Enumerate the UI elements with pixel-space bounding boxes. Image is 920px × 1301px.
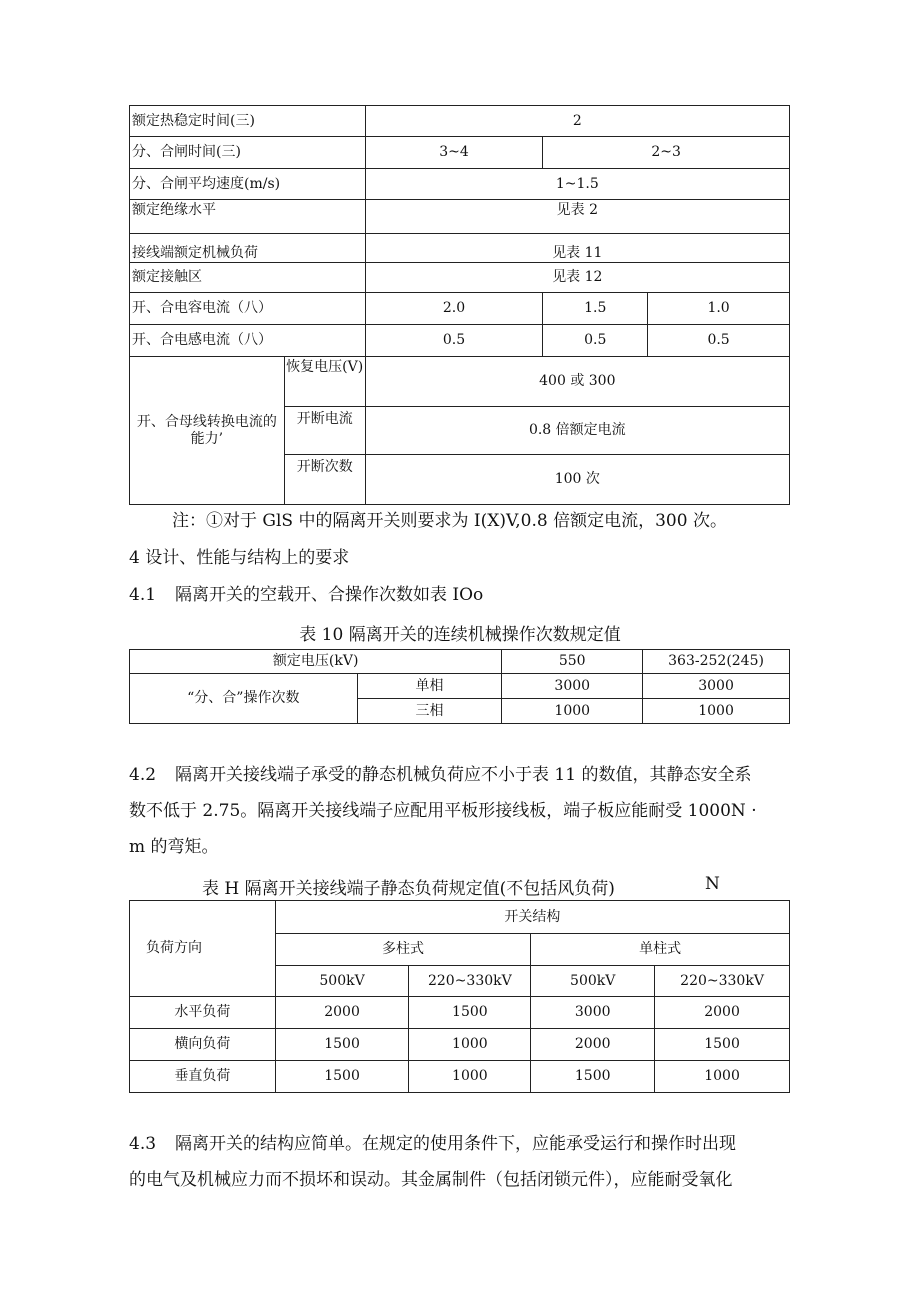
table-row bbox=[130, 357, 790, 407]
cell-value: 3000 bbox=[502, 674, 643, 699]
cell-value: 见表 2 bbox=[365, 200, 789, 234]
clause-text: 隔离开关接线端子承受的静态机械负荷应不小于表 11 的数值，其静态安全系 bbox=[175, 765, 752, 785]
table-row bbox=[130, 263, 790, 293]
parameters-table bbox=[129, 105, 790, 505]
header-cell: 开关结构 bbox=[275, 901, 789, 934]
cell-value: 1~1.5 bbox=[365, 169, 789, 200]
cell-value: 1000 bbox=[409, 1061, 531, 1093]
cell-value: 见表 12 bbox=[365, 263, 789, 293]
clause-number: 4.3 bbox=[129, 1134, 157, 1154]
cell-value: 1500 bbox=[409, 997, 531, 1029]
mechanical-operations-table bbox=[129, 649, 790, 724]
header-cell: 500kV bbox=[275, 966, 409, 997]
cell-value: 1.0 bbox=[648, 293, 790, 325]
header-cell: 550 bbox=[502, 650, 643, 674]
sub-label: 开断电流 bbox=[284, 407, 365, 455]
row-label: 接线端额定机械负荷 bbox=[130, 234, 366, 263]
header-cell: 500kV bbox=[531, 966, 655, 997]
row-label: 开、合母线转换电流的能力’ bbox=[130, 357, 285, 505]
cell-value: 400 或 300 bbox=[365, 357, 789, 407]
table-row bbox=[130, 650, 790, 674]
clause-number: 4.2 bbox=[129, 765, 157, 785]
cell-value: 1.5 bbox=[543, 293, 648, 325]
clause-text: 的电气及机械应力而不损坏和误动。其金属制件（包括闭锁元件），应能耐受氧化 bbox=[129, 1170, 733, 1190]
sub-label: 单相 bbox=[357, 674, 502, 699]
row-label: 垂直负荷 bbox=[130, 1061, 276, 1093]
clause-text: m 的弯矩。 bbox=[129, 837, 219, 857]
table-row bbox=[130, 169, 790, 200]
header-cell: 220~330kV bbox=[409, 966, 531, 997]
table-row bbox=[130, 1029, 790, 1061]
table-note: 注：①对于 GlS 中的隔离开关则要求为 I(X)V,0.8 倍额定电流，300 次。 bbox=[172, 511, 727, 531]
cell-value: 0.5 bbox=[365, 325, 543, 357]
table-row bbox=[130, 200, 790, 234]
table-unit: N bbox=[705, 874, 720, 894]
cell-value: 1000 bbox=[655, 1061, 790, 1093]
sub-label: 恢复电压(V) bbox=[284, 357, 365, 407]
row-label: 分、合闸时间(三) bbox=[130, 137, 366, 169]
cell-value: 1000 bbox=[502, 699, 643, 724]
cell-value: 3000 bbox=[531, 997, 655, 1029]
cell-value: 3~4 bbox=[365, 137, 543, 169]
table-row bbox=[130, 325, 790, 357]
sub-label: 开断次数 bbox=[284, 455, 365, 505]
row-label: 额定热稳定时间(三) bbox=[130, 106, 366, 137]
cell-value: 1000 bbox=[409, 1029, 531, 1061]
table-row bbox=[130, 997, 790, 1029]
cell-value: 2~3 bbox=[543, 137, 790, 169]
row-label: 横向负荷 bbox=[130, 1029, 276, 1061]
section-heading: 4 设计、性能与结构上的要求 bbox=[129, 548, 350, 568]
cell-value: 1500 bbox=[531, 1061, 655, 1093]
row-label: 水平负荷 bbox=[130, 997, 276, 1029]
cell-value: 0.5 bbox=[543, 325, 648, 357]
cell-value: 2000 bbox=[655, 997, 790, 1029]
cell-value: 2000 bbox=[275, 997, 409, 1029]
header-cell: 多柱式 bbox=[275, 934, 531, 966]
clause-text: 数不低于 2.75。隔离开关接线端子应配用平板形接线板，端子板应能耐受 1000N · bbox=[129, 801, 757, 821]
table-caption: 表 10 隔离开关的连续机械操作次数规定值 bbox=[299, 625, 621, 645]
cell-value: 1500 bbox=[275, 1029, 409, 1061]
table-row bbox=[130, 137, 790, 169]
clause-text: 隔离开关的空载开、合操作次数如表 IOo bbox=[175, 585, 484, 605]
static-load-table bbox=[129, 900, 790, 1093]
row-label: 开、合电容电流（八） bbox=[130, 293, 366, 325]
table-row bbox=[130, 106, 790, 137]
cell-value: 0.8 倍额定电流 bbox=[365, 407, 789, 455]
row-label: 额定绝缘水平 bbox=[130, 200, 366, 234]
row-label: “分、合”操作次数 bbox=[130, 674, 358, 724]
table-row bbox=[130, 674, 790, 699]
row-label: 开、合电感电流（八） bbox=[130, 325, 366, 357]
header-cell: 负荷方向 bbox=[130, 901, 276, 997]
table-row bbox=[130, 1061, 790, 1093]
table-row bbox=[130, 293, 790, 325]
header-cell: 220~330kV bbox=[655, 966, 790, 997]
cell-value: 0.5 bbox=[648, 325, 790, 357]
header-cell: 单柱式 bbox=[531, 934, 790, 966]
clause-text: 隔离开关的结构应简单。在规定的使用条件下，应能承受运行和操作时出现 bbox=[175, 1134, 736, 1154]
cell-value: 100 次 bbox=[365, 455, 789, 505]
cell-value: 1000 bbox=[643, 699, 790, 724]
row-label: 额定接触区 bbox=[130, 263, 366, 293]
clause-number: 4.1 bbox=[129, 585, 157, 605]
cell-value: 3000 bbox=[643, 674, 790, 699]
table-row bbox=[130, 234, 790, 263]
cell-value: 1500 bbox=[655, 1029, 790, 1061]
cell-value: 2.0 bbox=[365, 293, 543, 325]
cell-value: 2000 bbox=[531, 1029, 655, 1061]
header-cell: 额定电压(kV) bbox=[130, 650, 502, 674]
table-caption: 表 H 隔离开关接线端子静态负荷规定值(不包括风负荷) bbox=[202, 879, 615, 899]
header-cell: 363-252(245) bbox=[643, 650, 790, 674]
cell-value: 1500 bbox=[275, 1061, 409, 1093]
sub-label: 三相 bbox=[357, 699, 502, 724]
table-row bbox=[130, 901, 790, 934]
row-label: 分、合闸平均速度(m/s) bbox=[130, 169, 366, 200]
cell-value: 2 bbox=[365, 106, 789, 137]
cell-value: 见表 11 bbox=[365, 234, 789, 263]
